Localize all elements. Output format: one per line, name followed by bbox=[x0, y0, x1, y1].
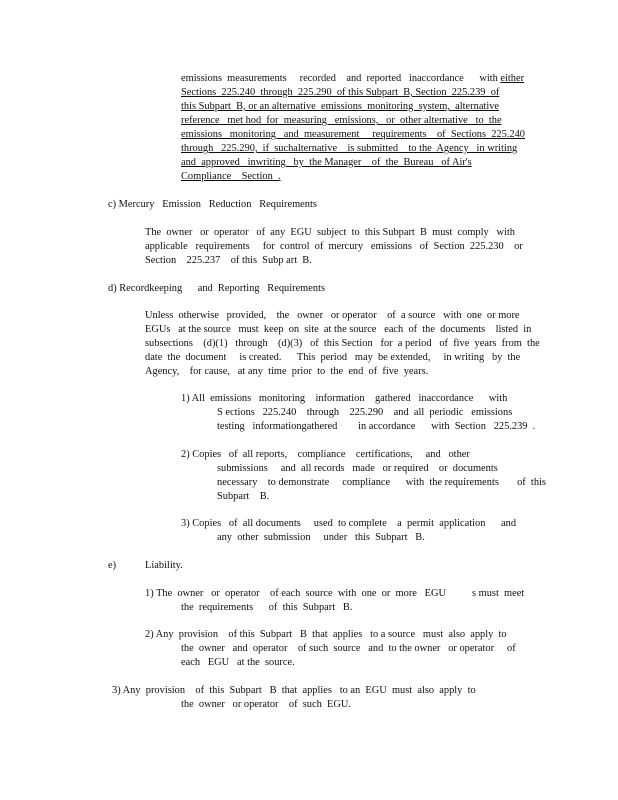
list-item: 1) All emissions monitoring information gathered inaccordance with bbox=[181, 393, 508, 404]
text-line: emissions monitoring and measurement requirements of Sections 225.240 bbox=[181, 129, 525, 140]
list-item: 2) Copies of all reports, compliance certifications, and other bbox=[181, 449, 470, 460]
list-item-continuation: submissions and all records made or required or documents bbox=[217, 463, 498, 474]
section-heading-c: c) Mercury Emission Reduction Requirements bbox=[108, 199, 317, 210]
list-item-continuation: the requirements of this Subpart B. bbox=[181, 602, 353, 613]
text-line: through 225.290, if suchalternative is submitted to the Agency in writing bbox=[181, 143, 518, 154]
text-line: Sections 225.240 through 225.290 of this Subpart B, Section 225.239 of bbox=[181, 87, 500, 98]
text-line: The owner or operator of any EGU subject to this Subpart B must comply with bbox=[145, 227, 515, 238]
text-line: applicable requirements for control of mercury emissions of Section 225.230 or bbox=[145, 241, 523, 252]
text-line: reference met hod for measuring emissions, or other alternative to the bbox=[181, 115, 502, 126]
list-item-continuation: S ections 225.240 through 225.290 and all periodic emissions bbox=[217, 407, 513, 418]
list-item-continuation: necessary to demonstrate compliance with the requirements of this bbox=[217, 477, 546, 488]
text-line: EGUs at the source must keep on site at the source each of the documents listed in bbox=[145, 324, 532, 335]
list-item-continuation: the owner or operator of such EGU. bbox=[181, 699, 351, 710]
list-item: 3) Any provision of this Subpart B that applies to an EGU must also apply to bbox=[112, 685, 476, 696]
section-heading-d: d) Recordkeeping and Reporting Requirements bbox=[108, 283, 325, 294]
list-item: 3) Copies of all documents used to complete a permit application and bbox=[181, 518, 517, 529]
list-item: 1) The owner or operator of each source with one or more EGU s must meet bbox=[145, 588, 525, 599]
text-line: Compliance Section . bbox=[181, 171, 281, 182]
text-line: subsections (d)(1) through (d)(3) of this Section for a period of five years from the bbox=[145, 338, 540, 349]
list-item-continuation: each EGU at the source. bbox=[181, 657, 295, 668]
text-line: emissions measurements recorded and reported inaccordance with either bbox=[181, 73, 525, 84]
list-item-continuation: testing informationgathered in accordance with Section 225.239 . bbox=[217, 421, 536, 432]
section-label-e: e) bbox=[108, 560, 117, 571]
text-line: Section 225.237 of this Subp art B. bbox=[145, 255, 312, 266]
text-line: Unless otherwise provided, the owner or operator of a source with one or more bbox=[145, 310, 520, 321]
text-line: and approved inwriting by the Manager of the Bureau of Air's bbox=[181, 157, 472, 168]
list-item-continuation: any other submission under this Subpart B. bbox=[217, 532, 425, 543]
list-item-continuation: the owner and operator of such source and to the owner or operator of bbox=[181, 643, 516, 654]
text-line: date the document is created. This period may be extended, in writing by the bbox=[145, 352, 521, 363]
text-line: this Subpart B, or an alternative emissions monitoring system, alternative bbox=[181, 101, 500, 112]
text-line: Agency, for cause, at any time prior to the end of five years. bbox=[145, 366, 429, 377]
list-item-continuation: Subpart B. bbox=[217, 491, 270, 502]
list-item: 2) Any provision of this Subpart B that applies to a source must also apply to bbox=[145, 629, 507, 640]
section-heading-e: Liability. bbox=[145, 560, 183, 571]
